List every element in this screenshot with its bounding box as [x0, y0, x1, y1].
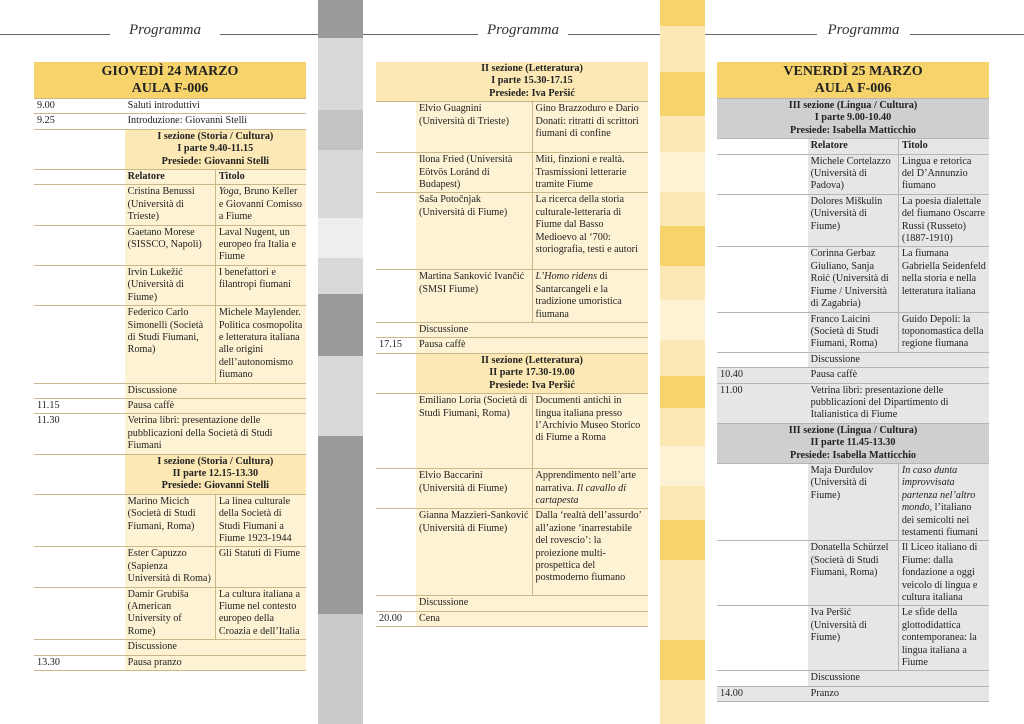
discussion: Discussione	[125, 383, 306, 398]
speaker: Ester Capuzzo (Sapienza Università di Roma)	[125, 547, 216, 587]
time: 13.30	[34, 655, 125, 670]
time: 20.00	[376, 611, 416, 626]
header-rule	[910, 34, 1024, 35]
speaker: Ilona Fried (Università Eötvös Loránd di Budapest)	[416, 153, 532, 193]
page-heading: Programma	[827, 22, 900, 38]
speaker: Maja Đurđulov (Università di Fiume)	[808, 463, 899, 540]
talk-title: La fiumana Gabriella Seidenfeld nella storia e nella letteratura italiana	[898, 247, 989, 312]
speaker: Cristina Benussi (Università di Trieste)	[125, 185, 216, 225]
col-header-speaker: Relatore	[125, 170, 216, 185]
program-day1	[34, 62, 306, 671]
talk-title: Dalla ‘realtà dell’assurdo’ all’azione ‘inarrestabile del rovescio’: la proiezione multi-prospettica del postmoderno fiumano	[532, 509, 648, 596]
yellow-stripe	[660, 0, 705, 724]
event: Introduzione: Giovanni Stelli	[125, 114, 306, 129]
time: 11.30	[34, 414, 125, 454]
col-header-speaker: Relatore	[808, 139, 899, 154]
talk-title: Yoga, Bruno Keller e Giovanni Comisso a Fiume	[215, 185, 306, 225]
col-header-title: Titolo	[898, 139, 989, 154]
discussion: Discussione	[808, 671, 989, 686]
talk-title: L’Homo ridens di Santarcangeli e la tradizione umoristica fiumana	[532, 270, 648, 323]
speaker: Iva Peršić (Università di Fiume)	[808, 606, 899, 671]
discussion: Discussione	[125, 640, 306, 655]
speaker: Irvin Lukežić (Università di Fiume)	[125, 265, 216, 305]
header-rule	[705, 34, 817, 35]
talk-title: La linea culturale della Società di Studi Fiumani a Fiume 1923-1944	[215, 494, 306, 547]
time: 17.15	[376, 338, 416, 353]
speaker: Michele Cortelazzo (Università di Padova)	[808, 154, 899, 194]
talk-title: Le sfide della glottodidattica contemporanea: la lingua italiana a Fiume	[898, 606, 989, 671]
event: Pausa caffè	[808, 368, 989, 383]
section-header: III sezione (Lingua / Cultura) I parte 9.00-10.40 Presiede: Isabella Matticchio	[717, 99, 989, 139]
speaker: Corinna Gerbaz Giuliano, Sanja Roić (Università di Fiume / Università di Zagabria)	[808, 247, 899, 312]
event: Vetrina libri: presentazione delle pubblicazioni della Società di Studi Fiumani	[125, 414, 306, 454]
time: 9.00	[34, 99, 125, 114]
program-day1-afternoon	[376, 62, 648, 627]
speaker: Saša Potočnjak (Università di Fiume)	[416, 193, 532, 270]
section-header: I sezione (Storia / Cultura) II parte 12.15-13.30 Presiede: Giovanni Stelli	[125, 454, 306, 494]
talk-title: Apprendimento nell’arte narrativa. Il cavallo di cartapesta	[532, 469, 648, 509]
time: 14.00	[717, 686, 808, 701]
talk-title: Il Liceo italiano di Fiume: dalla fondazione a oggi veicolo di lingua e cultura italiana	[898, 541, 989, 606]
speaker: Franco Laicini (Società di Studi Fiumani, Roma)	[808, 312, 899, 352]
event: Vetrina libri: presentazione delle pubblicazioni del Dipartimento di Italianistica di Fiume	[808, 383, 989, 423]
speaker: Marino Micich (Società di Studi Fiumani, Roma)	[125, 494, 216, 547]
talk-title: Michele Maylender. Politica cosmopolita e letteratura italiana alle origini dell’autonomismo fiumano	[215, 306, 306, 383]
discussion: Discussione	[808, 352, 989, 367]
header-rule	[0, 34, 110, 35]
talk-title: Laval Nugent, un europeo fra Italia e Fiume	[215, 225, 306, 265]
grey-stripe	[318, 0, 363, 724]
talk-title: Documenti antichi in lingua italiana presso l’Archivio Museo Storico di Fiume a Roma	[532, 394, 648, 469]
talk-title: In caso dunta improvvisata partenza nel’altro mondo, l’italiano dei semicolti nei testamenti fiumani	[898, 463, 989, 540]
col-header-title: Titolo	[215, 170, 306, 185]
event: Saluti introduttivi	[125, 99, 306, 114]
talk-title: Gli Statuti di Fiume	[215, 547, 306, 587]
speaker: Damir Grubiša (American University of Rome)	[125, 587, 216, 640]
event: Pausa caffè	[125, 398, 306, 413]
section-header: I sezione (Storia / Cultura) I parte 9.40-11.15 Presiede: Giovanni Stelli	[125, 129, 306, 169]
section-header: II sezione (Letteratura) I parte 15.30-17.15 Presiede: Iva Peršić	[416, 62, 648, 102]
speaker: Elvio Baccarini (Università di Fiume)	[416, 469, 532, 509]
talk-title: I benefattori e filantropi fiumani	[215, 265, 306, 305]
header-rule	[363, 34, 478, 35]
header-rule	[220, 34, 318, 35]
section-header: III sezione (Lingua / Cultura) II parte 11.45-13.30 Presiede: Isabella Matticchio	[717, 423, 989, 463]
talk-title: Guido Depoli: la toponomastica della regione fiumana	[898, 312, 989, 352]
talk-title: Miti, finzioni e realtà. Trasmissioni letterarie tramite Fiume	[532, 153, 648, 193]
program-day2	[717, 62, 989, 702]
event: Pausa pranzo	[125, 655, 306, 670]
discussion: Discussione	[416, 323, 648, 338]
day-title: VENERDÌ 25 MARZO AULA F-006	[717, 62, 989, 99]
discussion: Discussione	[416, 596, 648, 611]
talk-title: Gino Brazzoduro e Dario Donati: ritratti di scrittori fiumani di confine	[532, 102, 648, 153]
talk-title: La poesia dialettale del fiumano Oscarre Russi (Russeto) (1887-1910)	[898, 194, 989, 247]
talk-title: La ricerca della storia culturale-letteraria di Fiume dal Basso Medioevo al ‘700: storiografia, testi e autori	[532, 193, 648, 270]
speaker: Dolores Miškulin (Università di Fiume)	[808, 194, 899, 247]
speaker: Gaetano Morese (SISSCO, Napoli)	[125, 225, 216, 265]
speaker: Elvio Guagnini (Università di Trieste)	[416, 102, 532, 153]
speaker: Federico Carlo Simonelli (Società di Studi Fiumani, Roma)	[125, 306, 216, 383]
talk-title: Lingua e retorica del D’Annunzio fiumano	[898, 154, 989, 194]
speaker: Emiliano Loria (Società di Studi Fiumani, Roma)	[416, 394, 532, 469]
event: Pausa caffè	[416, 338, 648, 353]
section-header: II sezione (Letteratura) II parte 17.30-19.00 Presiede: Iva Peršić	[416, 353, 648, 393]
speaker: Gianna Mazzieri-Sanković (Università di Fiume)	[416, 509, 532, 596]
event: Cena	[416, 611, 648, 626]
header-rule	[568, 34, 660, 35]
time: 10.40	[717, 368, 808, 383]
time: 11.15	[34, 398, 125, 413]
page-heading: Programma	[487, 22, 559, 38]
event: Pranzo	[808, 686, 989, 701]
day-title: GIOVEDÌ 24 MARZO AULA F-006	[34, 62, 306, 99]
time: 11.00	[717, 383, 808, 423]
speaker: Donatella Schürzel (Società di Studi Fiumani, Roma)	[808, 541, 899, 606]
speaker: Martina Sanković Ivančić (SMSI Fiume)	[416, 270, 532, 323]
talk-title: La cultura italiana a Fiume nel contesto europeo della Croazia e dell’Italia	[215, 587, 306, 640]
time: 9.25	[34, 114, 125, 129]
page-heading: Programma	[129, 22, 201, 38]
